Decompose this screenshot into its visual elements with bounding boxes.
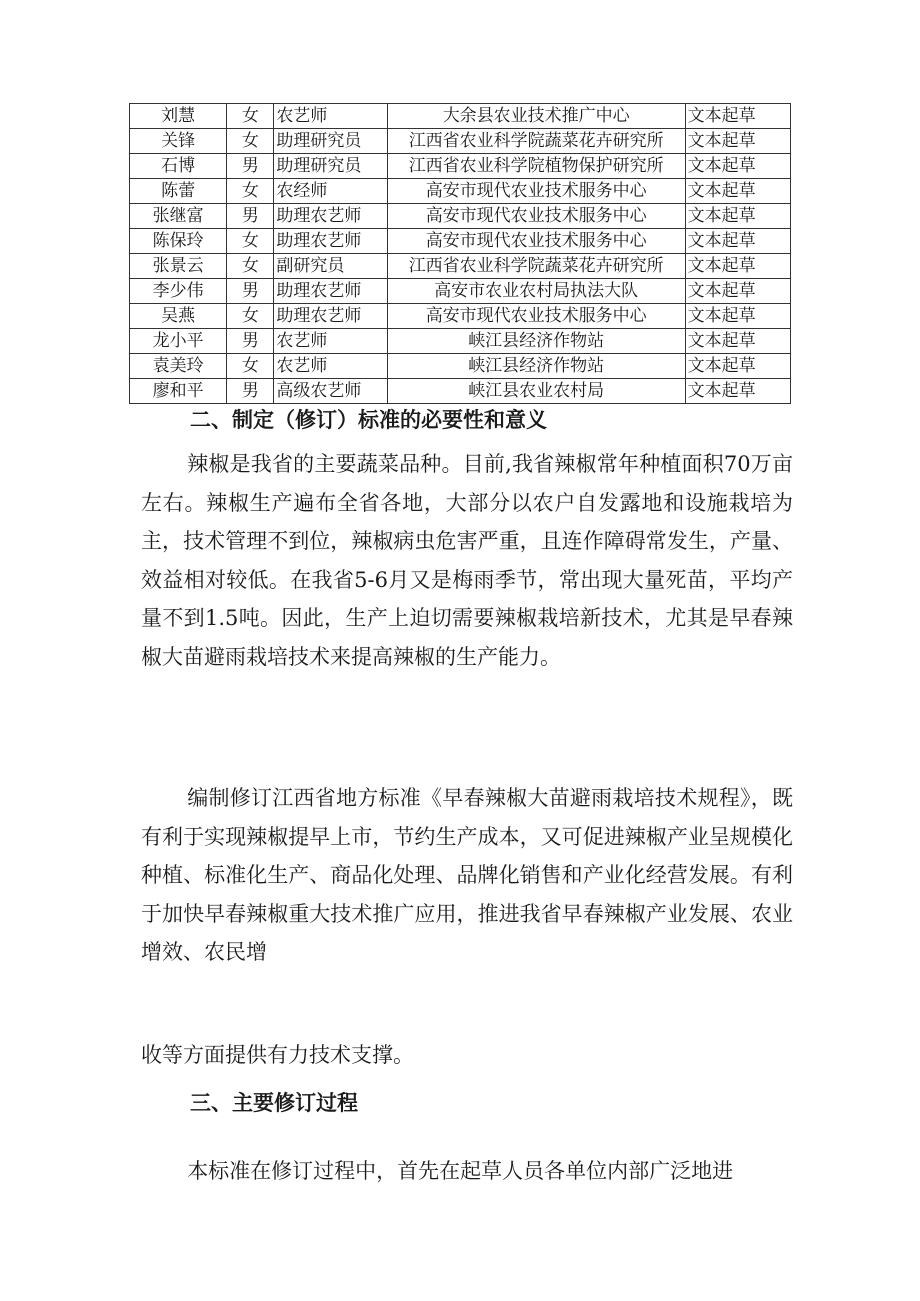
drafter-role: 文本起草 bbox=[685, 204, 790, 229]
drafter-title: 助理农艺师 bbox=[274, 204, 387, 229]
drafter-role: 文本起草 bbox=[685, 354, 790, 379]
drafter-name: 龙小平 bbox=[130, 329, 227, 354]
table-row bbox=[130, 379, 791, 404]
drafter-sex: 女 bbox=[227, 229, 274, 254]
drafter-sex: 男 bbox=[227, 279, 274, 304]
drafter-unit: 峡江县农业农村局 bbox=[387, 379, 685, 404]
drafter-unit: 峡江县经济作物站 bbox=[387, 329, 685, 354]
drafter-unit: 高安市农业农村局执法大队 bbox=[387, 279, 685, 304]
drafter-unit: 峡江县经济作物站 bbox=[387, 354, 685, 379]
drafter-unit: 江西省农业科学院植物保护研究所 bbox=[387, 154, 685, 179]
drafter-unit: 高安市现代农业技术服务中心 bbox=[387, 229, 685, 254]
drafter-title: 农艺师 bbox=[274, 329, 387, 354]
drafter-title: 农经师 bbox=[274, 179, 387, 204]
drafter-name: 陈保玲 bbox=[130, 229, 227, 254]
section-3-heading: 三、主要修订过程 bbox=[190, 1091, 358, 1115]
drafter-unit: 高安市现代农业技术服务中心 bbox=[387, 204, 685, 229]
drafter-title: 农艺师 bbox=[274, 354, 387, 379]
drafter-name: 刘慧 bbox=[130, 104, 227, 129]
drafter-name: 袁美玲 bbox=[130, 354, 227, 379]
drafter-role: 文本起草 bbox=[685, 379, 790, 404]
table-row bbox=[130, 254, 791, 279]
drafter-sex: 女 bbox=[227, 254, 274, 279]
section-2-paragraph-2: 编制修订江西省地方标准《早春辣椒大苗避雨栽培技术规程》，既有利于实现辣椒提早上市，节约生产成本，又可促进辣椒产业呈规模化种植、标准化生产、商品化处理、品牌化销售和产业化经营发展。有利于加快早春辣椒重大技术推广应用，推进我省早春辣椒产业发展、农业增效、农民增 bbox=[141, 786, 793, 965]
drafter-sex: 女 bbox=[227, 179, 274, 204]
drafter-sex: 男 bbox=[227, 379, 274, 404]
drafter-role: 文本起草 bbox=[685, 279, 790, 304]
drafter-unit: 大余县农业技术推广中心 bbox=[387, 104, 685, 129]
drafter-title: 助理农艺师 bbox=[274, 229, 387, 254]
table-row bbox=[130, 179, 791, 204]
drafter-sex: 男 bbox=[227, 204, 274, 229]
drafter-title: 助理农艺师 bbox=[274, 279, 387, 304]
section-3-paragraph-1: 本标准在修订过程中，首先在起草人员各单位内部广泛地进 bbox=[187, 1159, 734, 1183]
table-row bbox=[130, 104, 791, 129]
drafter-title: 助理研究员 bbox=[274, 129, 387, 154]
drafter-role: 文本起草 bbox=[685, 104, 790, 129]
drafter-role: 文本起草 bbox=[685, 229, 790, 254]
drafter-sex: 女 bbox=[227, 104, 274, 129]
drafter-unit: 高安市现代农业技术服务中心 bbox=[387, 179, 685, 204]
drafter-name: 石博 bbox=[130, 154, 227, 179]
drafter-role: 文本起草 bbox=[685, 329, 790, 354]
drafter-name: 李少伟 bbox=[130, 279, 227, 304]
drafter-sex: 女 bbox=[227, 354, 274, 379]
drafter-sex: 男 bbox=[227, 329, 274, 354]
drafter-role: 文本起草 bbox=[685, 254, 790, 279]
table-row bbox=[130, 354, 791, 379]
drafter-unit: 江西省农业科学院蔬菜花卉研究所 bbox=[387, 129, 685, 154]
drafter-role: 文本起草 bbox=[685, 304, 790, 329]
drafters-table bbox=[129, 103, 791, 404]
drafters-table-body bbox=[130, 104, 791, 404]
table-row bbox=[130, 329, 791, 354]
drafter-sex: 女 bbox=[227, 304, 274, 329]
drafter-name: 廖和平 bbox=[130, 379, 227, 404]
drafter-title: 高级农艺师 bbox=[274, 379, 387, 404]
section-2-heading: 二、制定（修订）标准的必要性和意义 bbox=[190, 408, 547, 432]
drafter-role: 文本起草 bbox=[685, 154, 790, 179]
table-row bbox=[130, 154, 791, 179]
drafter-title: 农艺师 bbox=[274, 104, 387, 129]
table-row bbox=[130, 279, 791, 304]
drafter-role: 文本起草 bbox=[685, 129, 790, 154]
drafter-sex: 男 bbox=[227, 154, 274, 179]
table-row bbox=[130, 204, 791, 229]
drafter-name: 吴燕 bbox=[130, 304, 227, 329]
drafter-title: 助理农艺师 bbox=[274, 304, 387, 329]
table-row bbox=[130, 304, 791, 329]
drafter-name: 张继富 bbox=[130, 204, 227, 229]
drafter-unit: 高安市现代农业技术服务中心 bbox=[387, 304, 685, 329]
drafter-title: 副研究员 bbox=[274, 254, 387, 279]
section-2-paragraph-1: 辣椒是我省的主要蔬菜品种。目前,我省辣椒常年种植面积70万亩左右。辣椒生产遍布全省各地，大部分以农户自发露地和设施栽培为主，技术管理不到位，辣椒病虫危害严重，且连作障碍常发生，产量、效益相对较低。在我省5-6月又是梅雨季节，常出现大量死苗，平均产量不到1.5吨。因此，生产上迫切需要辣椒栽培新技术，尤其是早春辣椒大苗避雨栽培技术来提高辣椒的生产能力。 bbox=[141, 452, 793, 669]
table-row bbox=[130, 129, 791, 154]
section-2-paragraph-2-tail: 收等方面提供有力技术支撑。 bbox=[141, 1043, 414, 1067]
table-row bbox=[130, 229, 791, 254]
drafter-role: 文本起草 bbox=[685, 179, 790, 204]
drafter-name: 陈蕾 bbox=[130, 179, 227, 204]
drafter-unit: 江西省农业科学院蔬菜花卉研究所 bbox=[387, 254, 685, 279]
drafter-sex: 女 bbox=[227, 129, 274, 154]
drafter-name: 关锋 bbox=[130, 129, 227, 154]
drafter-title: 助理研究员 bbox=[274, 154, 387, 179]
drafter-name: 张景云 bbox=[130, 254, 227, 279]
